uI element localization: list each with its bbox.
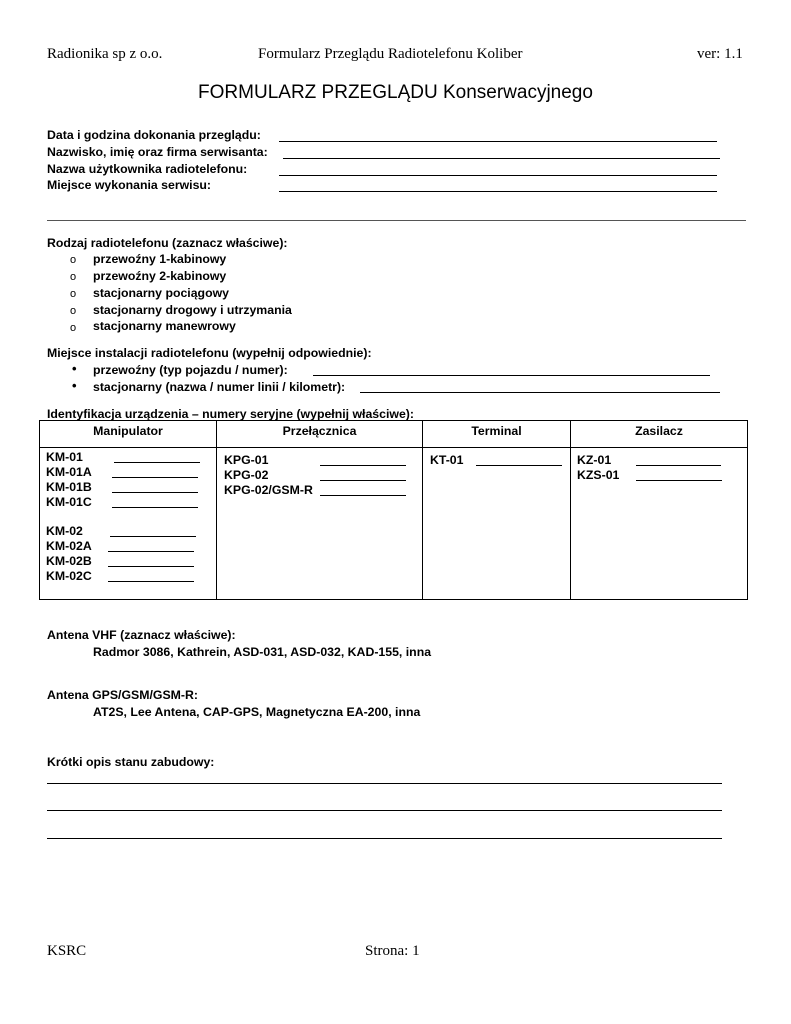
switch-serial-field[interactable] (320, 495, 406, 496)
switch-model: KPG-02/GSM-R (224, 483, 313, 497)
manipulator-serial-field[interactable] (108, 581, 194, 582)
manipulator-cell (40, 448, 217, 600)
manipulator-serial-field[interactable] (108, 551, 194, 552)
radio-option-5: stacjonarny manewrowy (93, 319, 236, 333)
manipulator-model: KM-02C (46, 569, 92, 583)
column-header-manipulator: Manipulator (40, 421, 217, 448)
identification-label: Identyfikacja urządzenia – numery seryjne (wypełnij właściwe): (47, 407, 414, 421)
radio-option-1: przewoźny 1-kabinowy (93, 252, 227, 266)
radio-option-3-checkbox[interactable]: o (70, 288, 77, 300)
manipulator-model: KM-02B (46, 554, 92, 568)
manipulator-model: KM-02A (46, 539, 92, 553)
radio-option-4-checkbox[interactable]: o (70, 305, 77, 317)
date-field[interactable] (279, 141, 717, 142)
antenna-gps-label: Antena GPS/GSM/GSM-R: (47, 688, 198, 702)
form-version: ver: 1.1 (697, 46, 743, 62)
manipulator-serial-field[interactable] (112, 492, 198, 493)
radio-option-2-checkbox[interactable]: o (70, 271, 77, 283)
manipulator-model: KM-01C (46, 495, 92, 509)
power-serial-field[interactable] (636, 480, 722, 481)
bullet-icon: • (72, 378, 77, 393)
switch-serial-field[interactable] (320, 465, 406, 466)
installation-stationary-label: stacjonarny (nazwa / numer linii / kilometr): (93, 380, 346, 394)
footer-left: KSRC (47, 943, 87, 959)
technician-field[interactable] (283, 158, 720, 159)
antenna-vhf-label: Antena VHF (zaznacz właściwe): (47, 628, 236, 642)
installation-mobile-field[interactable] (313, 375, 710, 376)
column-header-power: Zasilacz (571, 421, 748, 448)
power-serial-field[interactable] (636, 465, 721, 466)
column-header-switch: Przełącznica (217, 421, 423, 448)
user-label: Nazwa użytkownika radiotelefonu: (47, 162, 248, 176)
installation-label: Miejsce instalacji radiotelefonu (wypełnij odpowiednie): (47, 346, 372, 360)
power-model: KZS-01 (577, 468, 620, 482)
antenna-vhf-options: Radmor 3086, Kathrein, ASD-031, ASD-032, KAD-155, inna (93, 645, 432, 659)
radio-option-2: przewoźny 2-kabinowy (93, 269, 227, 283)
terminal-serial-field[interactable] (476, 465, 562, 466)
description-line[interactable] (47, 783, 722, 784)
description-line[interactable] (47, 838, 722, 839)
page-title: FORMULARZ PRZEGLĄDU Konserwacyjnego (198, 82, 593, 103)
manipulator-model: KM-01A (46, 465, 92, 479)
radio-option-3: stacjonarny pociągowy (93, 286, 229, 300)
manipulator-serial-field[interactable] (114, 462, 200, 463)
location-field[interactable] (279, 191, 717, 192)
radio-option-1-checkbox[interactable]: o (70, 254, 77, 266)
manipulator-serial-field[interactable] (112, 507, 198, 508)
switch-model: KPG-01 (224, 453, 269, 467)
bullet-icon: • (72, 361, 77, 376)
switch-serial-field[interactable] (320, 480, 406, 481)
installation-mobile-label: przewoźny (typ pojazdu / numer): (93, 363, 288, 377)
company-name: Radionika sp z o.o. (47, 46, 163, 62)
date-label: Data i godzina dokonania przeglądu: (47, 128, 261, 142)
form-name: Formularz Przeglądu Radiotelefonu Koliber (258, 46, 523, 62)
technician-label: Nazwisko, imię oraz firma serwisanta: (47, 145, 268, 159)
page-number: Strona: 1 (365, 943, 420, 959)
manipulator-model: KM-01B (46, 480, 92, 494)
power-model: KZ-01 (577, 453, 612, 467)
section-divider (47, 220, 746, 221)
switch-model: KPG-02 (224, 468, 269, 482)
column-header-terminal: Terminal (423, 421, 571, 448)
description-label: Krótki opis stanu zabudowy: (47, 755, 215, 769)
radio-type-label: Rodzaj radiotelefonu (zaznacz właściwe): (47, 236, 288, 250)
radio-option-5-checkbox[interactable]: o (70, 322, 77, 334)
manipulator-serial-field[interactable] (112, 477, 198, 478)
manipulator-model: KM-01 (46, 450, 83, 464)
terminal-model: KT-01 (430, 453, 464, 467)
location-label: Miejsce wykonania serwisu: (47, 178, 212, 192)
device-table (39, 420, 748, 600)
terminal-cell (423, 448, 571, 600)
manipulator-serial-field[interactable] (108, 566, 194, 567)
installation-stationary-field[interactable] (360, 392, 720, 393)
user-field[interactable] (279, 175, 717, 176)
power-cell (571, 448, 748, 600)
radio-option-4: stacjonarny drogowy i utrzymania (93, 303, 292, 317)
manipulator-model: KM-02 (46, 524, 83, 538)
manipulator-serial-field[interactable] (110, 536, 196, 537)
description-line[interactable] (47, 810, 722, 811)
antenna-gps-options: AT2S, Lee Antena, CAP-GPS, Magnetyczna EA-200, inna (93, 705, 421, 719)
switch-cell (217, 448, 423, 600)
